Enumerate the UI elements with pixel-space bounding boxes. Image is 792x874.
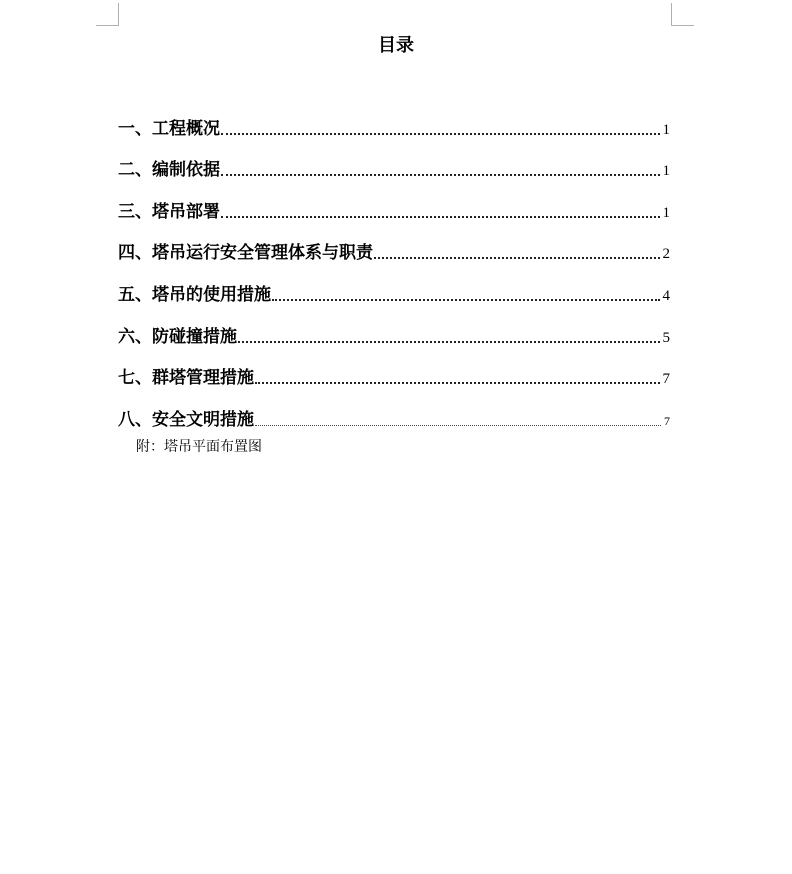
toc-entry-page: 1 [662, 121, 670, 138]
toc-entry-label: 三、塔吊部署 [118, 201, 220, 222]
toc-entry-2[interactable] [118, 148, 670, 190]
toc-entry-label: 四、塔吊运行安全管理体系与职责 [118, 243, 373, 264]
toc-entry-page: 7 [662, 371, 670, 388]
toc-dot-leader [221, 174, 660, 176]
toc-entry-label: 五、塔吊的使用措施 [118, 284, 271, 305]
toc-dot-leader [221, 133, 660, 135]
toc-title: 目录 [378, 35, 414, 56]
toc-entry-4[interactable] [118, 231, 670, 273]
toc-entry-label: 六、防碰撞措施 [118, 326, 237, 347]
toc-dot-leader [221, 216, 660, 218]
toc-entry-7[interactable] [118, 356, 670, 398]
toc-dot-leader [374, 257, 660, 259]
toc-entry-label: 一、工程概况 [118, 118, 220, 139]
page-corner-mark-top-left [96, 3, 119, 26]
toc-entry-5[interactable] [118, 272, 670, 314]
toc-entry-1[interactable] [118, 106, 670, 148]
toc-entry-label: 八、安全文明措施 [118, 409, 254, 430]
toc-entry-8[interactable] [118, 397, 670, 439]
toc-entry-3[interactable] [118, 189, 670, 231]
toc-dot-leader [238, 341, 660, 343]
toc-dot-leader [255, 382, 660, 384]
toc-dot-leader [272, 299, 660, 301]
toc-entry-6[interactable] [118, 314, 670, 356]
toc-entry-page: 1 [662, 163, 670, 180]
toc-entry-page: 2 [662, 246, 670, 263]
toc-entry-label: 七、群塔管理措施 [118, 368, 254, 389]
appendix-note: 附：塔吊平面布置图 [136, 439, 262, 455]
toc-dot-leader [255, 425, 661, 426]
toc-entry-page: 5 [662, 329, 670, 346]
toc-entry-label: 二、编制依据 [118, 160, 220, 181]
toc-entry-page: 1 [662, 204, 670, 221]
page-corner-mark-top-right [671, 3, 694, 26]
toc-entry-page: 7 [664, 413, 670, 428]
table-of-contents [118, 106, 670, 439]
toc-entry-page: 4 [662, 287, 670, 304]
